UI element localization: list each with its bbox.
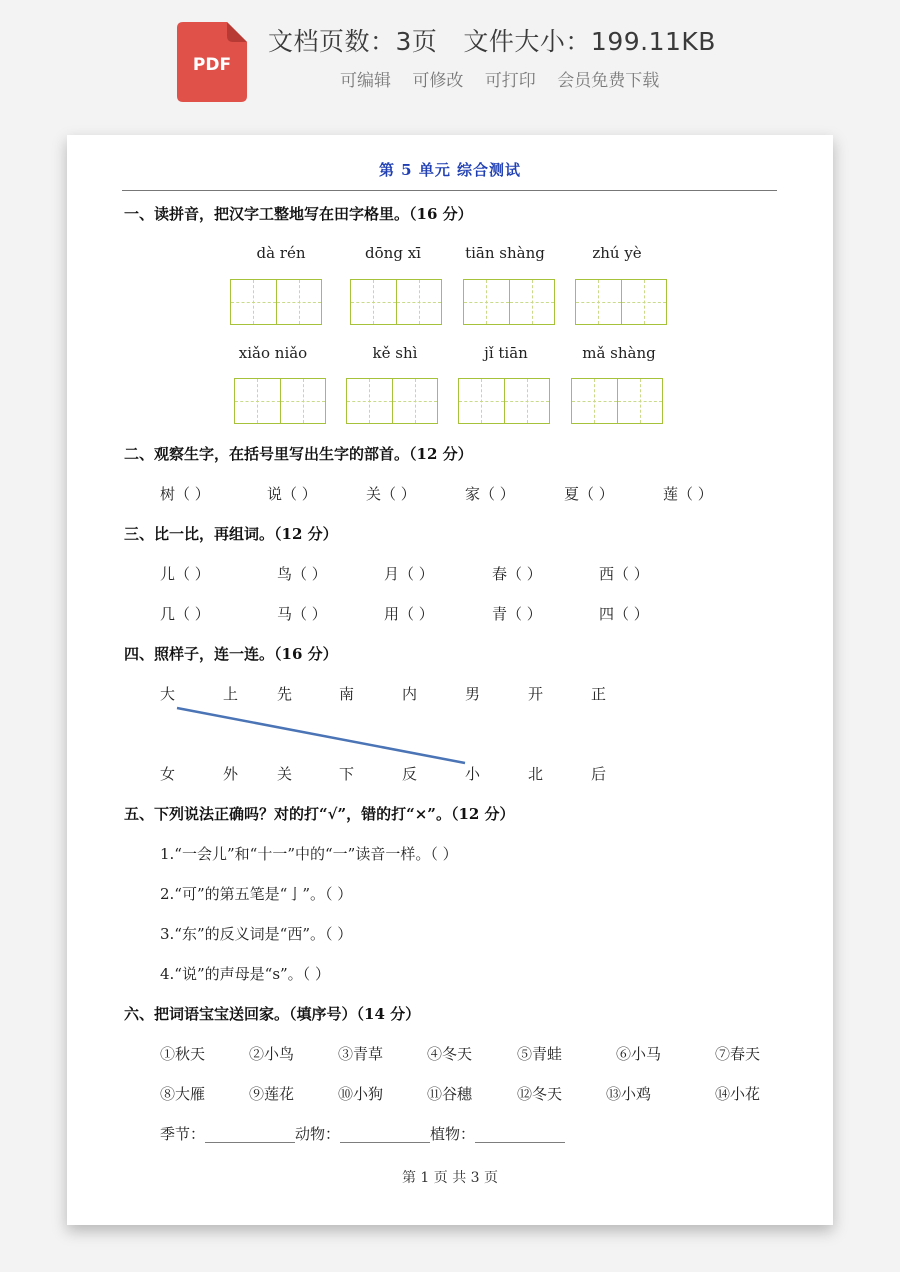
document-title: 第 5 单元 综合测试 [378,161,522,179]
word-item: 西（ ） [599,565,649,583]
pdf-file-icon [177,22,247,102]
match-bottom-char[interactable]: 女 [160,765,176,783]
match-top-char[interactable]: 内 [402,685,418,703]
match-bottom-char[interactable]: 后 [591,765,607,783]
pinyin-5: xiǎo niǎo [238,344,308,362]
match-top-char[interactable]: 男 [465,685,481,703]
word-option: ⑭小花 [715,1085,761,1103]
action-member-download: 会员免费下载 [557,71,660,91]
judgement-item: 2.“可”的第五笔是“亅”。（ ） [160,885,353,903]
word-option: ③青草 [338,1045,384,1063]
pinyin-4: zhú yè [592,244,642,262]
judgement-item: 4.“说”的声母是“s”。（ ） [160,965,330,983]
match-bottom-char[interactable]: 小 [465,765,481,783]
file-info [268,22,716,58]
pinyin-8: mǎ shàng [582,344,656,362]
action-modifiable: 可修改 [412,71,464,91]
word-option: ①秋天 [160,1045,206,1063]
judgement-item: 1.“一会儿”和“十一”中的“一”读音一样。（ ） [160,845,458,863]
document-page [67,135,833,1225]
word-option: ⑤青蛙 [517,1045,563,1063]
word-item: 几（ ） [160,605,210,623]
pinyin-6: kě shì [372,344,418,362]
radical-item: 夏（ ） [564,485,614,503]
q1-heading: 一、读拼音，把汉字工整地写在田字格里。（16 分） [124,205,473,223]
match-bottom-char[interactable]: 外 [223,765,239,783]
match-top-char[interactable]: 南 [339,685,355,703]
match-bottom-char[interactable]: 北 [528,765,544,783]
word-option: ⑩小狗 [338,1085,384,1103]
match-bottom-char[interactable]: 下 [339,765,355,783]
q4-heading: 四、照样子，连一连。（16 分） [124,645,338,663]
category-fill-line[interactable]: 季节：____________动物：____________植物：____________ [160,1125,566,1143]
radical-item: 莲（ ） [663,485,713,503]
word-option: ④冬天 [427,1045,473,1063]
radical-item: 家（ ） [465,485,515,503]
judgement-item: 3.“东”的反义词是“西”。（ ） [160,925,353,943]
q5-heading: 五、下列说法正确吗？对的打“√”，错的打“×”。（12 分） [124,805,515,823]
word-option: ⑪谷穗 [427,1085,473,1103]
word-item: 四（ ） [599,605,649,623]
word-item: 月（ ） [384,565,434,583]
word-option: ⑫冬天 [517,1085,563,1103]
pinyin-3: tiān shàng [465,244,545,262]
q2-heading: 二、观察生字，在括号里写出生字的部首。（12 分） [124,445,473,463]
radical-item: 说（ ） [267,485,317,503]
file-pages: 文档页数：3页 [268,27,438,56]
page-footer: 第 1 页 共 3 页 [401,1170,499,1186]
match-top-char[interactable]: 上 [223,685,239,703]
word-option: ⑦春天 [715,1045,761,1063]
radical-item: 关（ ） [366,485,416,503]
pinyin-2: dōng xī [365,244,421,262]
word-option: ⑧大雁 [160,1085,206,1103]
match-top-char[interactable]: 大 [160,685,176,703]
q3-heading: 三、比一比，再组词。（12 分） [124,525,338,543]
action-editable: 可编辑 [340,71,391,91]
word-item: 马（ ） [277,605,327,623]
match-top-char[interactable]: 正 [591,685,607,703]
pdf-icon-label: PDF [192,55,232,75]
match-top-char[interactable]: 开 [528,685,544,703]
word-option: ②小鸟 [249,1045,295,1063]
action-printable: 可打印 [484,71,536,91]
word-item: 用（ ） [384,605,434,623]
match-top-char[interactable]: 先 [277,685,293,703]
match-bottom-char[interactable]: 反 [402,765,418,783]
pinyin-1: dà rén [256,244,306,262]
word-option: ⑥小马 [616,1045,662,1063]
word-item: 青（ ） [492,605,542,623]
pinyin-7: jǐ tiān [484,344,528,362]
file-actions [340,66,669,91]
word-option: ⑨莲花 [249,1085,295,1103]
example-match-line [67,135,833,835]
word-option: ⑬小鸡 [606,1085,652,1103]
word-item: 鸟（ ） [277,565,327,583]
q6-heading: 六、把词语宝宝送回家。（填序号）（14 分） [124,1005,421,1023]
radical-item: 树（ ） [160,485,210,503]
word-item: 春（ ） [492,565,542,583]
file-size: 文件大小：199.11KB [463,27,716,56]
match-bottom-char[interactable]: 关 [277,765,293,783]
word-item: 儿（ ） [160,565,210,583]
